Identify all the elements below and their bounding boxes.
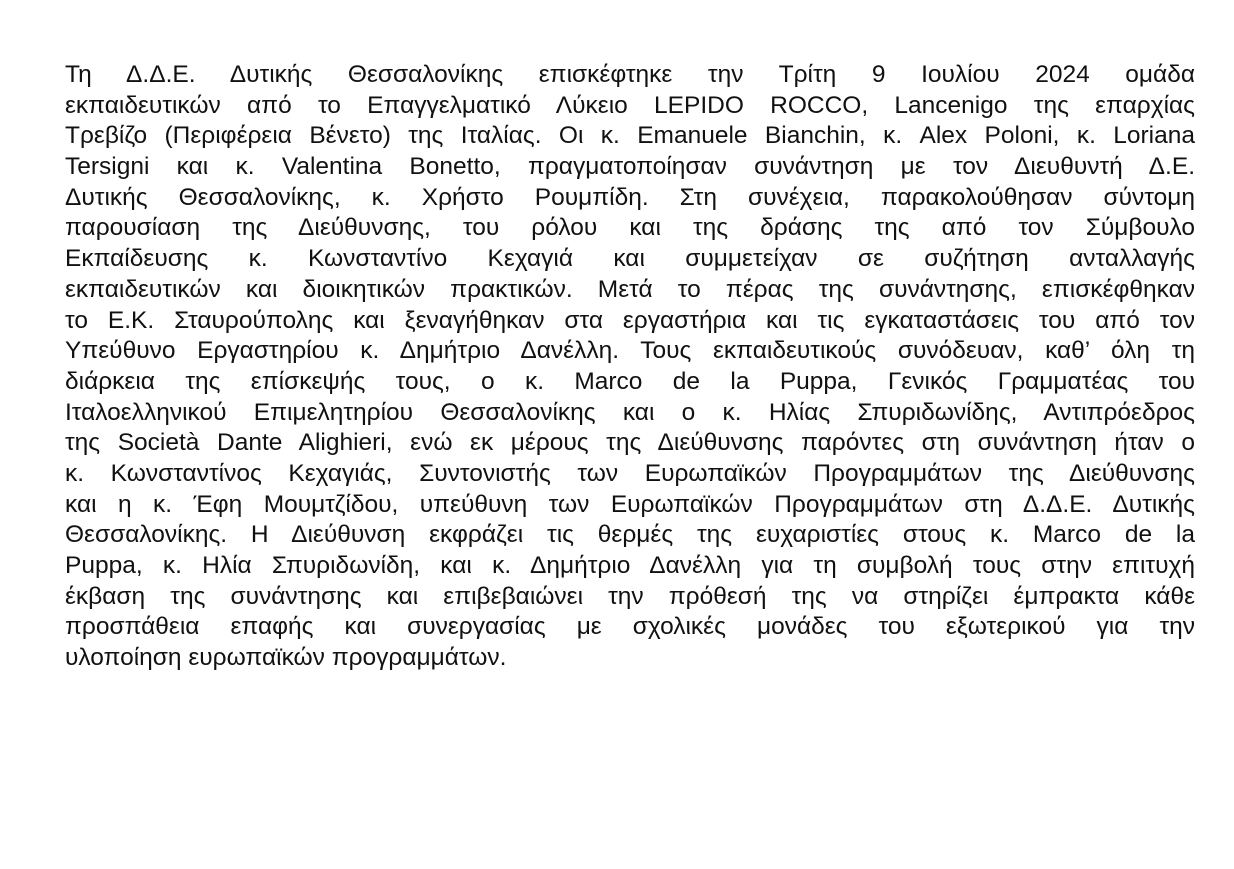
paragraph-line: έκβαση της συνάντησης και επιβεβαιώνει την πρόθεσή της να στηρίζει έμπρακτα κάθε (65, 582, 1195, 610)
paragraph-line: εκπαιδευτικών και διοικητικών πρακτικών. Μετά το πέρας της συνάντησης, επισκέφθηκαν (65, 275, 1195, 303)
paragraph-line: Δυτικής Θεσσαλονίκης, κ. Χρήστο Ρουμπίδη. Στη συνέχεια, παρακολούθησαν σύντομη (65, 183, 1195, 211)
paragraph-line: Θεσσαλονίκης. Η Διεύθυνση εκφράζει τις θερμές της ευχαριστίες στους κ. Marco de la (65, 521, 1195, 549)
paragraph-line: και η κ. Έφη Μουμτζίδου, υπεύθυνη των Ευρωπαϊκών Προγραμμάτων στη Δ.Δ.Ε. Δυτικής (65, 490, 1195, 518)
paragraph-line: της Società Dante Alighieri, ενώ εκ μέρους της Διεύθυνσης παρόντες στη συνάντηση ήταν ο (65, 429, 1195, 457)
paragraph-line: κ. Κωνσταντίνος Κεχαγιάς, Συντονιστής των Ευρωπαϊκών Προγραμμάτων της Διεύθυνσης (65, 459, 1195, 487)
paragraph-line: το Ε.Κ. Σταυρούπολης και ξεναγήθηκαν στα εργαστήρια και τις εγκαταστάσεις του από τον (65, 306, 1195, 334)
paragraph-line: Tersigni και κ. Valentina Bonetto, πραγματοποίησαν συνάντηση με τον Διευθυντή Δ.Ε. (65, 153, 1195, 181)
announcement-paragraph (65, 60, 1195, 674)
paragraph-line: παρουσίαση της Διεύθυνσης, του ρόλου και της δράσης της από τον Σύμβουλο (65, 214, 1195, 242)
paragraph-line: διάρκεια της επίσκεψής τους, ο κ. Marco de la Puppa, Γενικός Γραμματέας του (65, 367, 1195, 395)
paragraph-line: υλοποίηση ευρωπαϊκών προγραμμάτων. (65, 644, 507, 672)
paragraph-line: Υπεύθυνο Εργαστηρίου κ. Δημήτριο Δανέλλη. Τους εκπαιδευτικούς συνόδευαν, καθ’ όλη τη (65, 337, 1195, 365)
paragraph-line: Puppa, κ. Ηλία Σπυριδωνίδη, και κ. Δημήτριο Δανέλλη για τη συμβολή τους στην επιτυχή (65, 552, 1195, 579)
paragraph-line: εκπαιδευτικών από το Επαγγελματικό Λύκειο LEPIDO ROCCO, Lancenigo της επαρχίας (65, 91, 1195, 119)
paragraph-line: Ιταλοελληνικού Επιμελητηρίου Θεσσαλονίκης και ο κ. Ηλίας Σπυριδωνίδης, Αντιπρόεδρος (65, 398, 1195, 426)
paragraph-line: προσπάθεια επαφής και συνεργασίας με σχολικές μονάδες του εξωτερικού για την (65, 613, 1195, 641)
paragraph-line: Τη Δ.Δ.Ε. Δυτικής Θεσσαλονίκης επισκέφτηκε την Τρίτη 9 Ιουλίου 2024 ομάδα (65, 61, 1195, 88)
paragraph-line: Εκπαίδευσης κ. Κωνσταντίνο Κεχαγιά και συμμετείχαν σε συζήτηση ανταλλαγής (65, 245, 1195, 273)
paragraph-line: Τρεβίζο (Περιφέρεια Βένετο) της Ιταλίας. Οι κ. Emanuele Bianchin, κ. Alex Poloni, κ. Loriana (65, 122, 1195, 150)
